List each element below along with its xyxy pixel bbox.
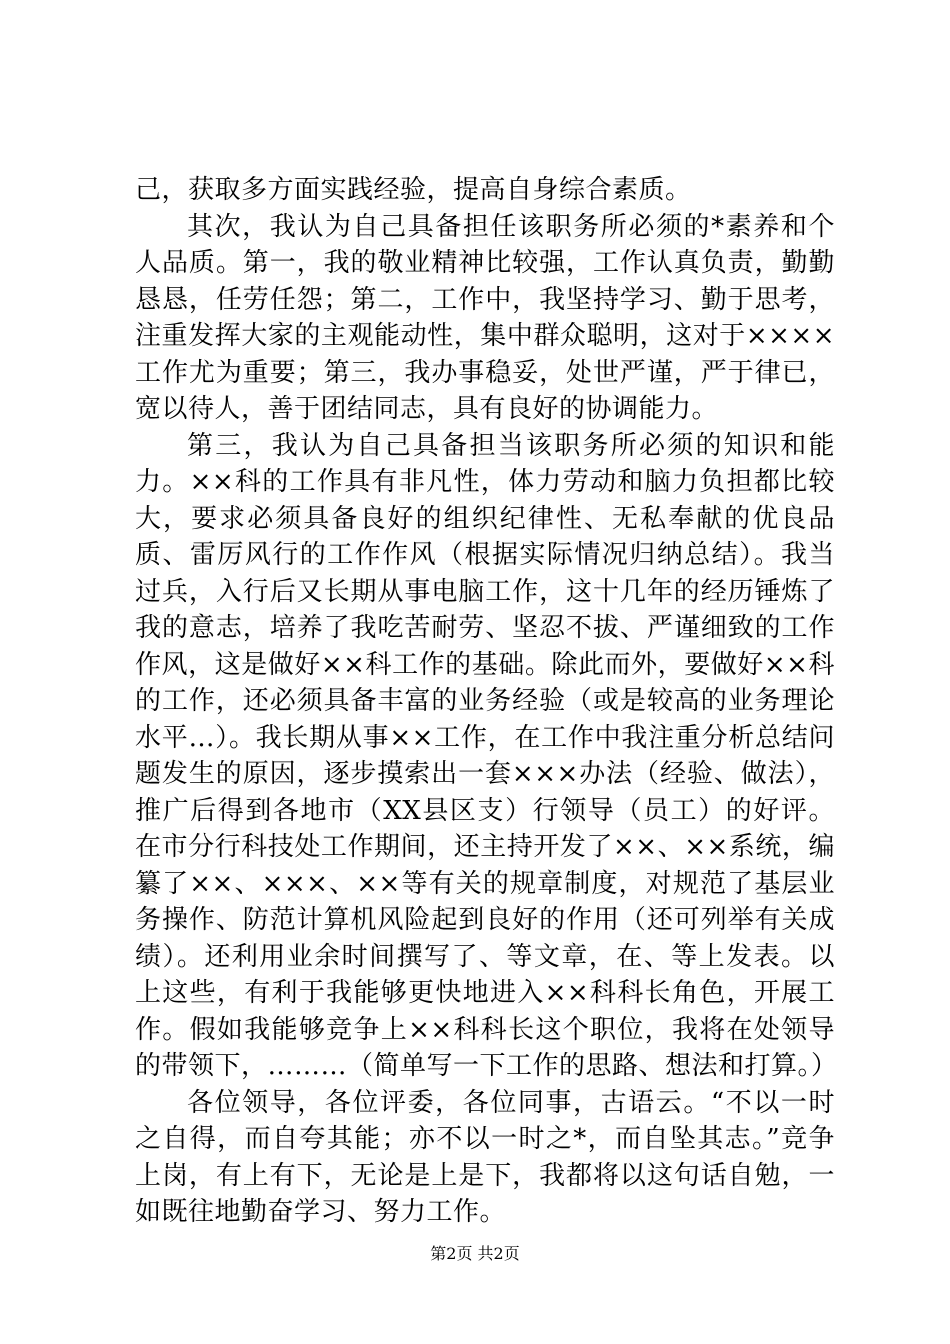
paragraph-3: 第三，我认为自己具备担当该职务所必须的知识和能力。××科的工作具有非凡性，体力劳动和脑力负担都比较大，要求必须具备良好的组织纪律性、无私奉献的优良品质、雷厉风行的工作作风（根据实际情况归纳总结）。我当过兵，入行后又长期从事电脑工作，这十几年的经历锤炼了我的意志，培养了我吃苦耐劳、坚忍不拔、严谨细致的工作作风，这是做好××科工作的基础。除此而外，要做好××科的工作，还必须具备丰富的业务经验（或是较高的业务理论水平…）。我长期从事××工作，在工作中我注重分析总结问题发生的原因，逐步摸索出一套×××办法（经验、做法），推广后得到各地市（XX县区支）行领导（员工）的好评。在市分行科技处工作期间，还主持开发了××、××系统，编纂了××、×××、××等有关的规章制度，对规范了基层业务操作、防范计算机风险起到良好的作用（还可列举有关成绩）。还利用业余时间撰写了、等文章，在、等上发表。以上这些，有利于我能够更快地进入××科科长角色，开展工作。假如我能够竞争上××科科长这个职位，我将在处领导的带领下，………（简单写一下工作的思路、想法和打算。）	[135, 430, 838, 1081]
paragraph-1: 己，获取多方面实践经验，提高自身综合素质。	[135, 175, 692, 205]
paragraph-4: 各位领导，各位评委，各位同事，古语云。“不以一时之自得，而自夸其能；亦不以一时之*，而自坠其志。”竞争上岗，有上有下，无论是上是下，我都将以这句话自勉，一如既往地勤奋学习、努力工作。	[135, 1087, 835, 1227]
page-footer: 第2页 共2页	[430, 1244, 520, 1263]
document-body	[135, 172, 838, 1231]
paragraph-2: 其次，我认为自己具备担任该职务所必须的*素养和个人品质。第一，我的敬业精神比较强，工作认真负责，勤勤恳恳，任劳任怨；第二，工作中，我坚持学习、勤于思考，注重发挥大家的主观能动性，集中群众聪明，这对于××××工作尤为重要；第三，我办事稳妥，处世严谨，严于律已，宽以待人，善于团结同志，具有良好的协调能力。	[135, 211, 835, 424]
